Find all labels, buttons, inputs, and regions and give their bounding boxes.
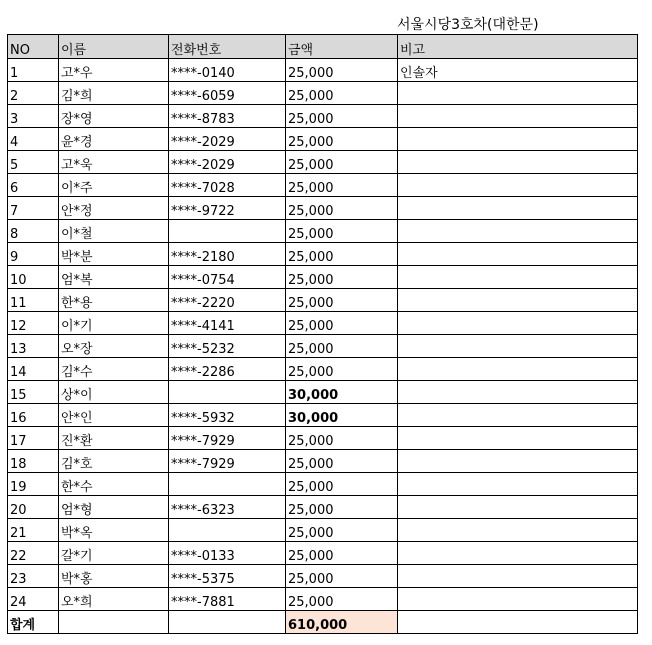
cell-name: 고*욱 [59,151,169,174]
cell-no: 15 [8,381,59,404]
cell-name: 안*인 [59,404,169,427]
cell-phone: ****-9722 [169,197,286,220]
cell-name: 엄*복 [59,266,169,289]
cell-phone: ****-5375 [169,565,286,588]
cell-amount: 25,000 [286,450,398,473]
cell-no: 22 [8,542,59,565]
cell-note [398,151,638,174]
table-row [8,381,638,404]
cell-note [398,381,638,404]
cell-note [398,266,638,289]
table-row [8,197,638,220]
cell-amount: 25,000 [286,565,398,588]
cell-name: 김*호 [59,450,169,473]
header-row [8,35,638,59]
passenger-table [7,34,638,634]
cell-name: 오*희 [59,588,169,611]
cell-amount: 25,000 [286,427,398,450]
cell-amount: 25,000 [286,312,398,335]
cell-phone: ****-2180 [169,243,286,266]
cell-no: 17 [8,427,59,450]
cell-note [398,82,638,105]
cell-name: 윤*경 [59,128,169,151]
cell-phone: ****-8783 [169,105,286,128]
cell-note [398,174,638,197]
cell-no: 3 [8,105,59,128]
table-row [8,289,638,312]
cell-amount: 25,000 [286,82,398,105]
cell-phone: ****-4141 [169,312,286,335]
table-row [8,220,638,243]
cell-phone: ****-6323 [169,496,286,519]
cell-no: 18 [8,450,59,473]
cell-phone: ****-2220 [169,289,286,312]
cell-phone: ****-7929 [169,450,286,473]
cell-no: 5 [8,151,59,174]
cell-amount: 25,000 [286,197,398,220]
table-row [8,404,638,427]
cell-no: 6 [8,174,59,197]
cell-name: 엄*형 [59,496,169,519]
cell-amount: 25,000 [286,151,398,174]
cell-no: 21 [8,519,59,542]
table-row [8,312,638,335]
cell-note [398,220,638,243]
cell-phone: ****-0140 [169,59,286,82]
header-no: NO [8,35,59,59]
cell-phone: ****-0754 [169,266,286,289]
cell-no: 10 [8,266,59,289]
cell-phone: ****-7028 [169,174,286,197]
cell-name: 김*수 [59,358,169,381]
header-name: 이름 [59,35,169,59]
header-amount: 금액 [286,35,398,59]
cell-phone: ****-5232 [169,335,286,358]
cell-note [398,335,638,358]
cell-no: 12 [8,312,59,335]
cell-phone: ****-7929 [169,427,286,450]
cell-amount: 25,000 [286,473,398,496]
cell-no: 4 [8,128,59,151]
total-label: 합계 [8,611,59,634]
cell-note [398,105,638,128]
table-row [8,450,638,473]
table-row [8,105,638,128]
cell-note [398,312,638,335]
cell-note [398,542,638,565]
cell-phone: ****-6059 [169,82,286,105]
cell-no: 11 [8,289,59,312]
cell-phone: ****-2029 [169,128,286,151]
cell-name: 상*이 [59,381,169,404]
cell-name: 김*희 [59,82,169,105]
cell-amount: 30,000 [286,381,398,404]
cell-note [398,427,638,450]
cell-note [398,243,638,266]
cell-phone [169,473,286,496]
cell-name: 박*옥 [59,519,169,542]
table-row [8,128,638,151]
cell-name: 한*용 [59,289,169,312]
cell-amount: 30,000 [286,404,398,427]
cell-name: 한*수 [59,473,169,496]
table-row [8,519,638,542]
header-phone: 전화번호 [169,35,286,59]
cell-name: 고*우 [59,59,169,82]
cell-amount: 25,000 [286,496,398,519]
cell-no: 9 [8,243,59,266]
cell-amount: 25,000 [286,519,398,542]
cell-phone: ****-7881 [169,588,286,611]
cell-phone [169,519,286,542]
cell-phone [169,381,286,404]
cell-amount: 25,000 [286,220,398,243]
cell-name: 이*철 [59,220,169,243]
table-row [8,243,638,266]
cell-amount: 25,000 [286,243,398,266]
cell-name: 갈*기 [59,542,169,565]
table-body [8,59,638,611]
cell-no: 2 [8,82,59,105]
cell-note [398,358,638,381]
cell-amount: 25,000 [286,289,398,312]
cell-phone: ****-2029 [169,151,286,174]
table-row [8,588,638,611]
cell-amount: 25,000 [286,174,398,197]
cell-note [398,404,638,427]
table-row [8,82,638,105]
cell-no: 24 [8,588,59,611]
cell-no: 1 [8,59,59,82]
cell-name: 박*분 [59,243,169,266]
total-row [8,611,638,634]
cell-amount: 25,000 [286,542,398,565]
cell-no: 16 [8,404,59,427]
total-empty-name [59,611,169,634]
cell-amount: 25,000 [286,358,398,381]
cell-name: 진*환 [59,427,169,450]
cell-note [398,473,638,496]
cell-no: 14 [8,358,59,381]
total-empty-phone [169,611,286,634]
sheet-title: 서울시당3호차(대한문) [397,17,539,33]
cell-name: 안*정 [59,197,169,220]
cell-phone [169,220,286,243]
table-row [8,358,638,381]
cell-amount: 25,000 [286,59,398,82]
cell-amount: 25,000 [286,105,398,128]
cell-note [398,450,638,473]
cell-note [398,565,638,588]
cell-phone: ****-0133 [169,542,286,565]
table-row [8,335,638,358]
cell-note: 인솔자 [398,59,638,82]
cell-no: 7 [8,197,59,220]
table-row [8,565,638,588]
cell-no: 13 [8,335,59,358]
table-row [8,496,638,519]
cell-note [398,496,638,519]
table-row [8,427,638,450]
cell-no: 8 [8,220,59,243]
cell-no: 19 [8,473,59,496]
cell-note [398,519,638,542]
header-note: 비고 [398,35,638,59]
table-row [8,59,638,82]
cell-note [398,588,638,611]
cell-amount: 25,000 [286,128,398,151]
cell-amount: 25,000 [286,335,398,358]
cell-note [398,197,638,220]
total-amount: 610,000 [286,611,398,634]
table-row [8,151,638,174]
cell-amount: 25,000 [286,588,398,611]
cell-name: 이*주 [59,174,169,197]
cell-name: 박*홍 [59,565,169,588]
cell-amount: 25,000 [286,266,398,289]
cell-phone: ****-2286 [169,358,286,381]
cell-note [398,289,638,312]
cell-note [398,128,638,151]
cell-name: 이*기 [59,312,169,335]
total-empty-note [398,611,638,634]
cell-name: 장*영 [59,105,169,128]
table-row [8,473,638,496]
cell-phone: ****-5932 [169,404,286,427]
cell-no: 20 [8,496,59,519]
table-row [8,266,638,289]
table-row [8,174,638,197]
table-row [8,542,638,565]
cell-name: 오*장 [59,335,169,358]
cell-no: 23 [8,565,59,588]
